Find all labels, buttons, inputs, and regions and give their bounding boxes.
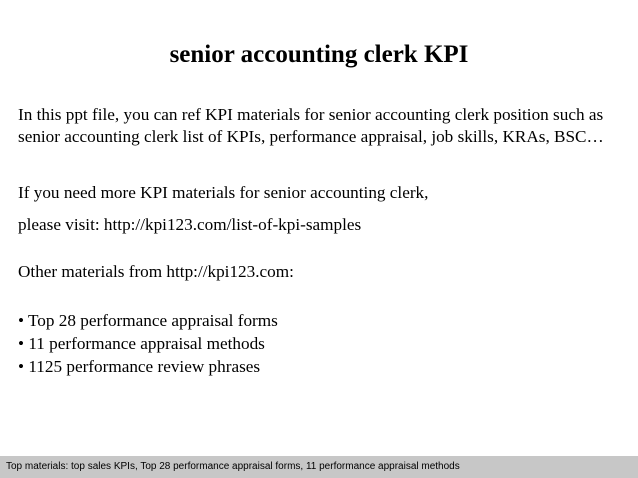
visit-link-text: please visit: http://kpi123.com/list-of-kpi-samples xyxy=(18,215,362,234)
slide-title: senior accounting clerk KPI xyxy=(169,41,469,68)
list-item: • 1125 performance review phrases xyxy=(18,357,261,376)
list-item: • 11 performance appraisal methods xyxy=(18,334,265,353)
intro-paragraph: In this ppt file, you can ref KPI materials for senior accounting clerk position such as senior accounting clerk list of KPIs, performance appraisal, job skills, KRAs, BSC… xyxy=(18,105,604,146)
list-item: • Top 28 performance appraisal forms xyxy=(18,311,278,330)
other-materials-text: Other materials from http://kpi123.com: xyxy=(18,262,294,281)
materials-list xyxy=(18,309,278,378)
need-more-text: If you need more KPI materials for senior accounting clerk, xyxy=(18,183,429,202)
footer-text: Top materials: top sales KPIs, Top 28 performance appraisal forms, 11 performance appraisal methods xyxy=(6,461,460,472)
footer-bar xyxy=(0,456,638,478)
